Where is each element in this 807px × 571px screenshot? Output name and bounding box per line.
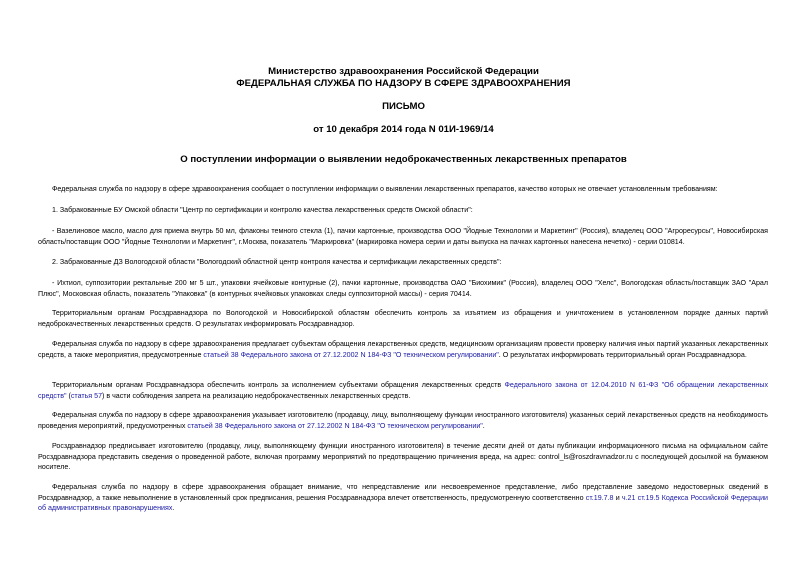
document-date-number: от 10 декабря 2014 года N 01И-1969/14	[313, 124, 494, 135]
paragraph-item-1-detail: - Вазелиновое масло, масло для приема внутрь 50 мл, флаконы темного стекла (1), пачки картонные, производства ООО "Йодные Технологии и Маркетинг" (Россия), владелец ООО "Агроресурсы", Новосибирская область/поставщик ООО "Йодные Технологии и Маркетинг", г.Москва, показатель "Маркировка" (маркировка номера серии и даты выпуска на пачках картонных нанесена нечетко) - серии 010814.	[38, 227, 768, 246]
paragraph-inspection-text-a: Федеральная служба по надзору в сфере здравоохранения предлагает субъектам обращения лекарственных средств, медицинским организациям провести проверку наличия иных партий указанных лекарственных средств, а также мероприятия, предусмотренные	[38, 340, 768, 359]
paragraph-intro: Федеральная служба по надзору в сфере здравоохранения сообщает о поступлении информации о выявлении лекарственных препаратов, качество которых не отвечает установленным требованиям:	[52, 185, 718, 193]
service-title: ФЕДЕРАЛЬНАЯ СЛУЖБА ПО НАДЗОРУ В СФЕРЕ ЗДРАВООХРАНЕНИЯ	[236, 78, 571, 89]
law-184-article-38-link[interactable]: статьей 38 Федерального закона от 27.12.2002 N 184-ФЗ "О техническом регулировании"	[203, 350, 499, 359]
article-19-7-8-link[interactable]: ст.19.7.8	[585, 493, 614, 502]
paragraph-liability-text-c: .	[172, 504, 175, 512]
paragraph-liability-text-a: Федеральная служба по надзору в сфере здравоохранения обращает внимание, что непредставление или несвоевременное представление, либо представление заведомо недостоверных сведений в Росздравнадзор, а также невыполнение в установленный срок предписания, решения Росздравнадзора влечет ответственность, предусмотренную соответственно	[38, 483, 768, 502]
paragraph-item-2: 2. Забракованные ДЗ Вологодской области "Вологодский областной центр контроля качества и сертификации лекарственных средств":	[52, 258, 502, 266]
document-type: ПИСЬМО	[382, 101, 425, 112]
paragraph-inspection	[38, 339, 768, 360]
document-subject: О поступлении информации о выявлении недоброкачественных лекарственных препаратов	[180, 154, 627, 165]
paragraph-item-1: 1. Забракованные БУ Омской области "Центр по сертификации и контролю качества лекарственных средств Омской области":	[52, 206, 473, 214]
paragraph-liability	[38, 482, 768, 514]
law-184-article-38-link-2[interactable]: статьей 38 Федерального закона от 27.12.2002 N 184-ФЗ "О техническом регулировании"	[187, 421, 483, 430]
paragraph-manufacturer-text-b: .	[482, 421, 485, 430]
law-61-link[interactable]: Федерального закона от 12.04.2010 N 61-ФЗ "Об обращении лекарственных средств"	[38, 381, 768, 400]
ministry-title: Министерство здравоохранения Российской Федерации	[268, 66, 539, 77]
paragraph-manufacturer-notice	[38, 410, 768, 431]
paragraph-inspection-text-b: . О результатах информировать территориальный орган Росздравнадзора.	[498, 350, 747, 359]
paragraph-liability-text-b: и	[613, 493, 622, 502]
paragraph-prescription: Росздравнадзор предписывает изготовителю (продавцу, лицу, выполняющему функции иностранного изготовителя) в течение десяти дней от даты публикации информационного письма на официальном сайте Росздравнадзора представить сведения о проведенной работе, включая программу мероприятий по предотвращению причинения вреда, на адрес: control_ls@roszdravnadzor.ru с последующей досылкой на бумажном носителе.	[38, 442, 768, 471]
article-57-link[interactable]: статья 57	[70, 391, 103, 400]
paragraph-enforcement-text-c: ) в части соблюдения запрета на реализацию недоброкачественных лекарственных средств.	[102, 391, 411, 400]
koap-19-5-link[interactable]: ч.21 ст.19.5 Кодекса Российской Федерации об административных правонарушениях	[38, 493, 768, 512]
paragraph-manufacturer-text-a: Федеральная служба по надзору в сфере здравоохранения указывает изготовителю (продавцу, лицу, выполняющему функции иностранного изготовителя) указанных серий лекарственных средств на необходимость проведения мероприятий, предусмотренных	[38, 411, 768, 430]
paragraph-enforcement-text-b: (	[66, 391, 71, 400]
paragraph-territorial-control: Территориальным органам Росздравнадзора по Вологодской и Новосибирской областям обеспечить контроль за изъятием из обращения и уничтожением в установленном порядке данных партий недоброкачественных лекарственных средств. О результатах информировать Росздравнадзор.	[38, 309, 768, 328]
paragraph-item-2-detail: - Ихтиол, суппозитории ректальные 200 мг 5 шт., упаковки ячейковые контурные (2), пачки картонные, производства ОАО "Биохимик" (Россия), владелец ООО "Хелс", Вологодская область/поставщик ЗАО "Арал Плюс", Московская область, показатель "Упаковка" (в контурных ячейковых упаковках следы суппозиторной массы) - серия 70414.	[38, 279, 768, 298]
paragraph-enforcement-text-a: Территориальным органам Росздравнадзора обеспечить контроль за исполнением субъектами обращения лекарственных средств	[52, 381, 505, 389]
paragraph-enforcement	[38, 380, 768, 401]
